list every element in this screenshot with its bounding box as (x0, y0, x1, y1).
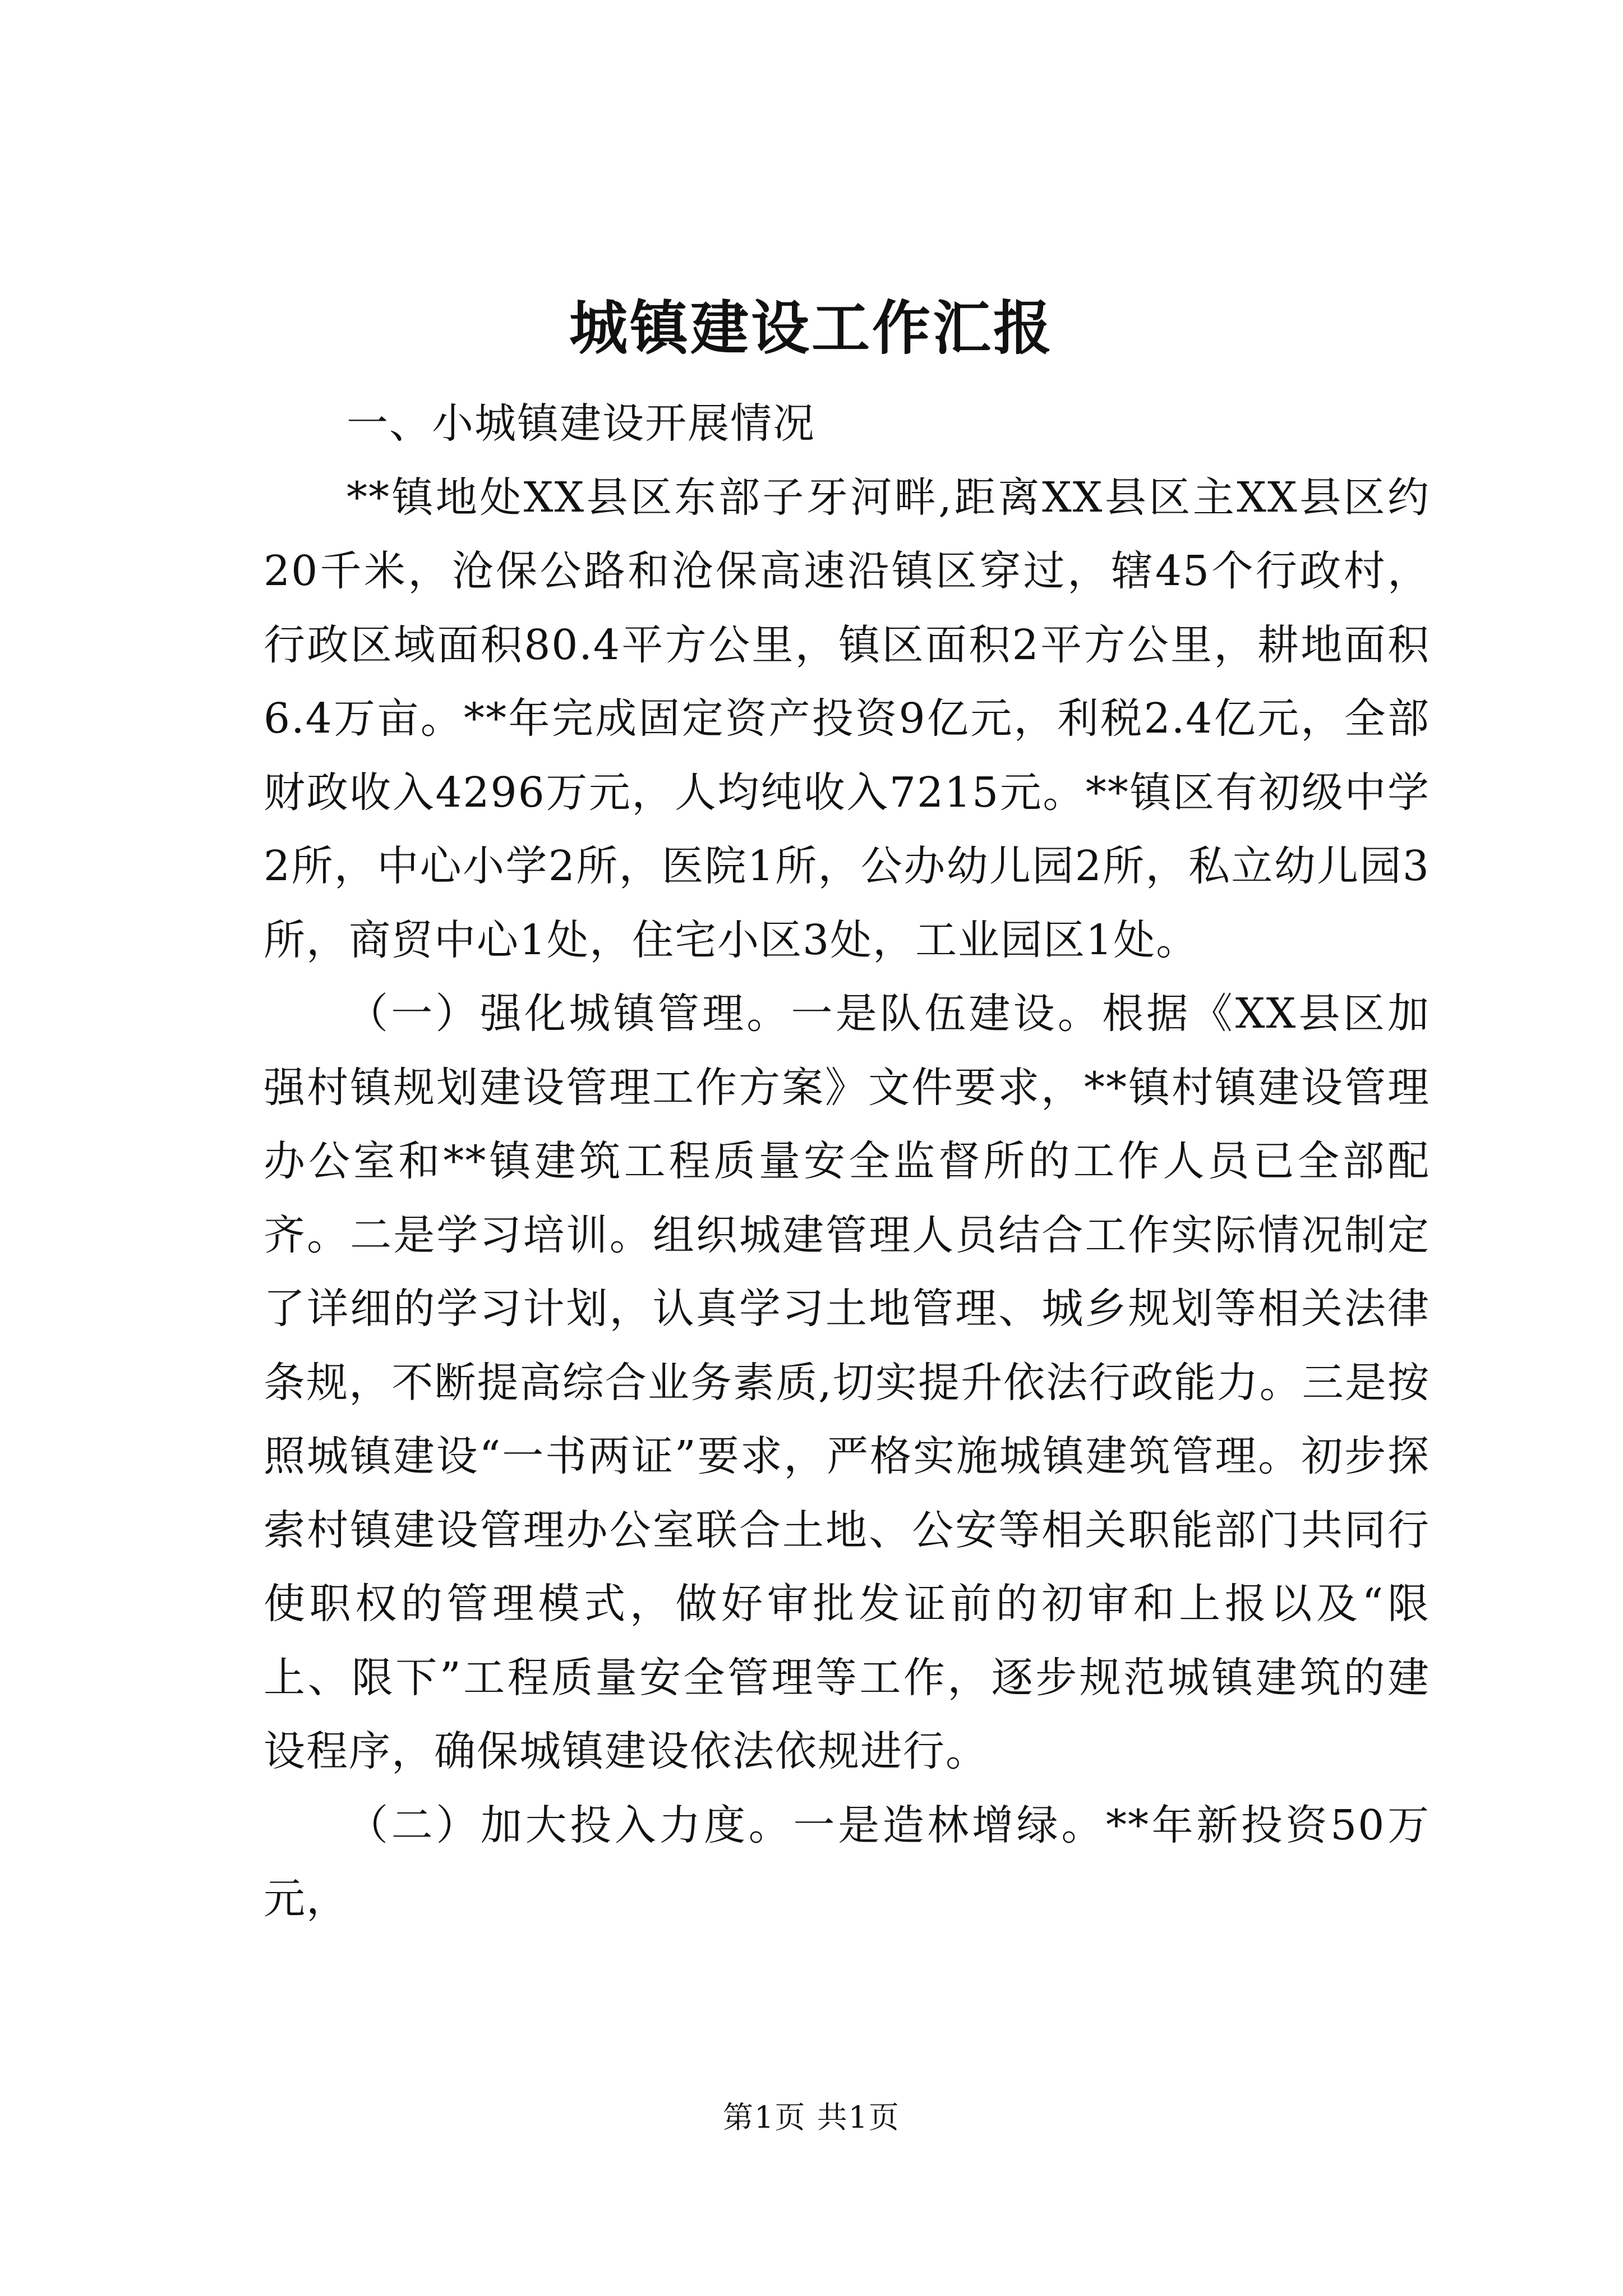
section-heading: 一、小城镇建设开展情况 (347, 399, 815, 448)
page-footer: 第1页 共1页 (723, 2100, 900, 2135)
paragraph-management: （一）强化城镇管理。一是队伍建设。根据《XX县区加强村镇规划建设管理工作方案》文件要求，**镇村镇建设管理办公室和**镇建筑工程质量安全监督所的工作人员已全部配齐。二是学习培训。组织城建管理人员结合工作实际情况制定了详细的学习计划，认真学习土地管理、城乡规划等相关法律条规，不断提高综合业务素质,切实提升依法行政能力。三是按照城镇建设“一书两证”要求，严格实施城镇建筑管理。初步探索村镇建设管理办公室联合土地、公安等相关职能部门共同行使职权的管理模式，做好审批发证前的初审和上报以及“限上、限下”工程质量安全管理等工作，逐步规范城镇建筑的建设程序，确保城镇建设依法依规进行。 (264, 990, 1430, 1775)
document-body (264, 387, 1430, 1936)
paragraph-investment: （二）加大投入力度。一是造林增绿。**年新投资50万元， (264, 1801, 1430, 1923)
paragraph-overview: **镇地处XX县区东部子牙河畔,距离XX县区主XX县区约20千米，沧保公路和沧保高速沿镇区穿过，辖45个行政村，行政区域面积80.4平方公里，镇区面积2平方公里，耕地面积6.4万亩。**年完成固定资产投资9亿元，利税2.4亿元，全部财政收入4296万元，人均纯收入7215元。**镇区有初级中学2所，中心小学2所，医院1所，公办幼儿园2所，私立幼儿园3所，商贸中心1处，住宅小区3处，工业园区1处。 (264, 473, 1430, 964)
document-title: 城镇建设工作汇报 (569, 293, 1054, 362)
